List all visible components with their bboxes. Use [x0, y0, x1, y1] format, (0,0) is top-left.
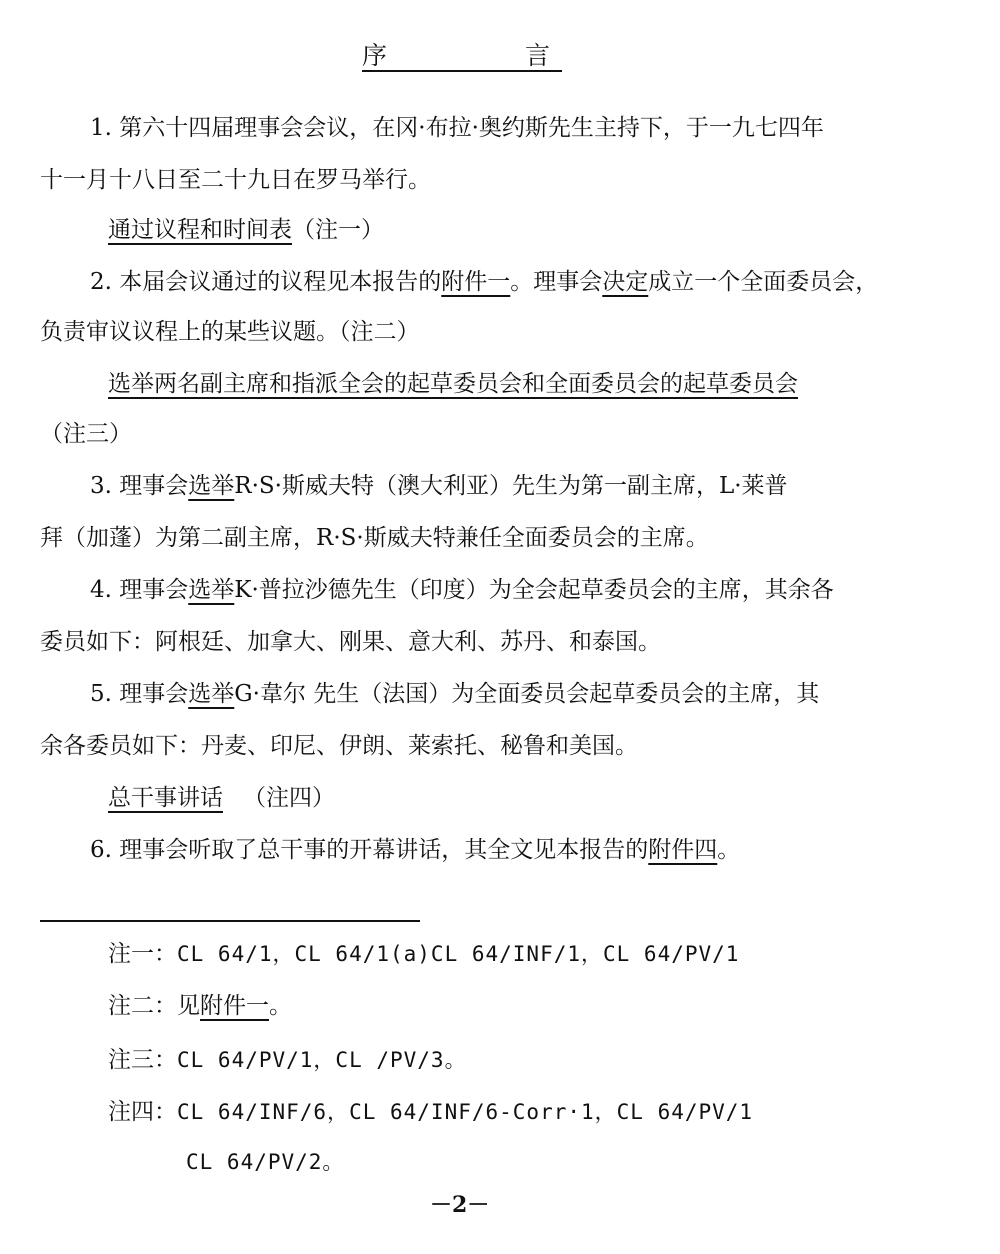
paragraph-1-line-1: 1. 第六十四届理事会会议，在冈·布拉·奥约斯先生主持下，于一九七四年: [90, 115, 824, 141]
text-run: 6. 理事会听取了总干事的开幕讲话，其全文见本报告的: [90, 837, 649, 863]
footnote-text: CL 64/PV/1，CL /PV/3。: [177, 1048, 467, 1072]
footnote-1: [108, 938, 739, 970]
footnote-4: [108, 1096, 753, 1128]
footnote-text: CL 64/INF/6，CL 64/INF/6-Corr·1，CL 64/PV/1: [177, 1100, 754, 1124]
text-run: 3. 理事会: [90, 473, 189, 499]
paragraph-3-line-1: [90, 470, 788, 502]
heading-text: 选举两名副主席和指派全会的起草委员会和全面委员会的起草委员会: [108, 371, 798, 397]
text-run: 2. 本届会议通过的议程见本报告的: [90, 269, 442, 295]
footnote-4-continuation: CL 64/PV/2。: [186, 1150, 345, 1174]
annex-reference: 附件一: [441, 269, 511, 295]
section-heading-agenda: [108, 214, 384, 246]
section-heading-elections: [108, 368, 798, 400]
section-heading-dg-speech: [108, 782, 335, 814]
paragraph-2-line-1: [90, 266, 878, 298]
title-right-char: 言: [524, 41, 550, 70]
title-left-char: 序: [362, 41, 388, 70]
footnote-text: 。: [269, 993, 292, 1019]
page-title: [362, 34, 562, 72]
footnote-text: CL 64/1，CL 64/1(a)CL 64/INF/1，CL 64/PV/1: [177, 942, 740, 966]
paragraph-1-line-2: 十一月十八日至二十九日在罗马举行。: [40, 167, 431, 193]
footnote-2: [108, 990, 292, 1022]
text-run: K·普拉沙德先生（印度）为全会起草委员会的主席，其余各: [234, 577, 834, 603]
paragraph-2-line-2: 负责审议议程上的某些议题。（注二）: [40, 319, 420, 345]
footnote-text: 见: [177, 993, 200, 1019]
text-run: G·韋尔 先生（法国）为全面委员会起草委员会的主席，其: [234, 681, 820, 707]
footnote-label: 注四：: [108, 1099, 177, 1125]
footnote-3: [108, 1044, 467, 1076]
heading-note: （注四）: [243, 785, 335, 811]
footnote-label: 注一：: [108, 941, 177, 967]
text-run: 成立一个全面委员会，: [648, 269, 879, 295]
heading-text: 通过议程和时间表: [108, 217, 292, 243]
footnote-divider: [40, 920, 420, 922]
paragraph-4-line-2: 委员如下：阿根廷、加拿大、刚果、意大利、苏丹、和泰国。: [40, 629, 661, 655]
heading-note: （注三）: [40, 421, 132, 447]
heading-text: 总干事讲话: [108, 785, 223, 811]
annex-reference: 附件四: [648, 837, 718, 863]
paragraph-5-line-1: [90, 678, 819, 710]
footnote-label: 注三：: [108, 1047, 177, 1073]
footnote-label: 注二：: [108, 993, 177, 1019]
paragraph-6: [90, 834, 740, 866]
paragraph-3-line-2: 拜（加蓬）为第二副主席，R·S·斯威夫特兼任全面委员会的主席。: [40, 525, 709, 551]
heading-note: （注一）: [292, 217, 384, 243]
text-run: 。: [717, 837, 741, 863]
underlined-term: 选举: [188, 681, 235, 707]
paragraph-4-line-1: [90, 574, 834, 606]
text-run: 4. 理事会: [90, 577, 189, 603]
annex-reference: 附件一: [200, 993, 269, 1019]
page-number: －2－: [430, 1192, 490, 1218]
underlined-term: 选举: [188, 577, 235, 603]
underlined-term: 选举: [188, 473, 235, 499]
underlined-term: 决定: [602, 269, 649, 295]
text-run: R·S·斯威夫特（澳大利亚）先生为第一副主席，L·莱普: [234, 473, 788, 499]
text-run: 。理事会: [510, 269, 603, 295]
paragraph-5-line-2: 余各委员如下：丹麦、印尼、伊朗、莱索托、秘鲁和美国。: [40, 733, 638, 759]
text-run: 5. 理事会: [90, 681, 189, 707]
